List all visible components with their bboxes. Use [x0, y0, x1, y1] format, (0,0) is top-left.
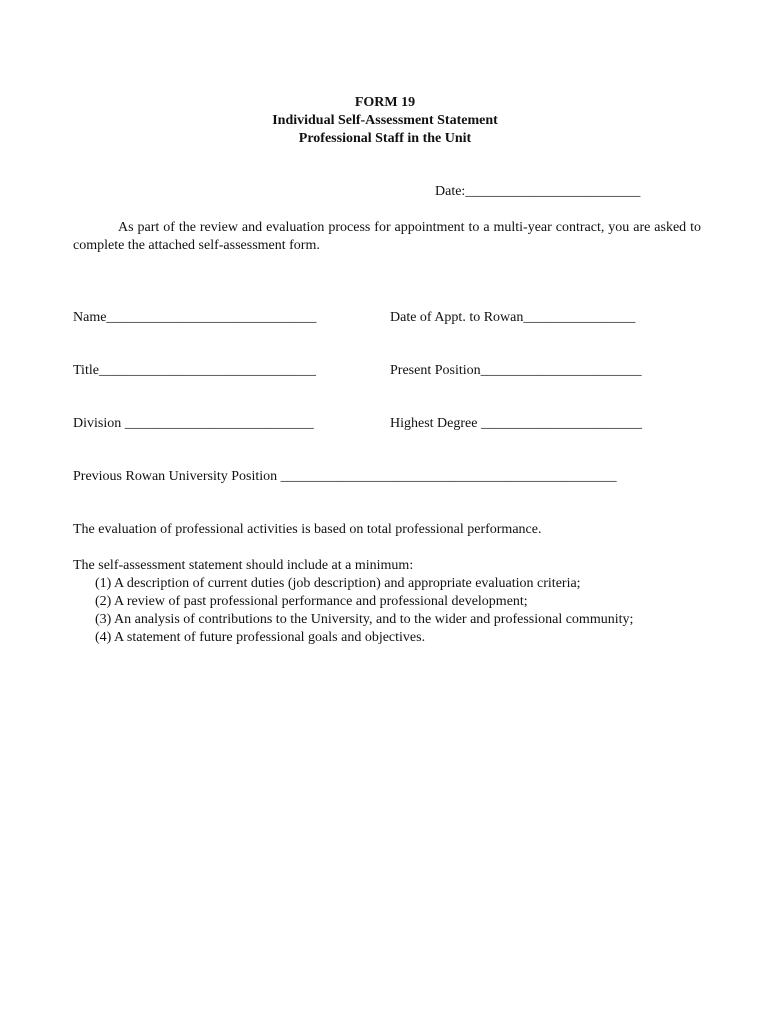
- minimum-requirements-intro: The self-assessment statement should include at a minimum:: [73, 558, 414, 573]
- evaluation-statement: The evaluation of professional activities is based on total professional performance.: [73, 522, 542, 537]
- form-header: [0, 94, 770, 148]
- highest-degree-field[interactable]: Highest Degree _______________________: [390, 416, 642, 431]
- previous-position-field[interactable]: Previous Rowan University Position ________________________________________________: [73, 469, 617, 484]
- form-subtitle: Professional Staff in the Unit: [298, 131, 472, 146]
- form-title: Individual Self-Assessment Statement: [272, 113, 498, 128]
- title-field[interactable]: Title_______________________________: [73, 363, 316, 378]
- intro-paragraph: As part of the review and evaluation process for appointment to a multi-year contract, you are asked to complete the attached self-assessment form.: [73, 220, 701, 253]
- minimum-requirements-list: [95, 575, 633, 647]
- name-field[interactable]: Name______________________________: [73, 310, 317, 325]
- form-number: FORM 19: [354, 95, 416, 110]
- list-item: (3) An analysis of contributions to the University, and to the wider and professional community;: [95, 612, 634, 627]
- list-item: (4) A statement of future professional goals and objectives.: [95, 630, 426, 645]
- date-of-appointment-field[interactable]: Date of Appt. to Rowan________________: [390, 310, 636, 325]
- division-field[interactable]: Division ___________________________: [73, 416, 314, 431]
- present-position-field[interactable]: Present Position_______________________: [390, 363, 642, 378]
- list-item: (2) A review of past professional performance and professional development;: [95, 594, 528, 609]
- list-item: (1) A description of current duties (job description) and appropriate evaluation criteria;: [95, 576, 581, 591]
- date-field[interactable]: Date:_________________________: [435, 184, 641, 199]
